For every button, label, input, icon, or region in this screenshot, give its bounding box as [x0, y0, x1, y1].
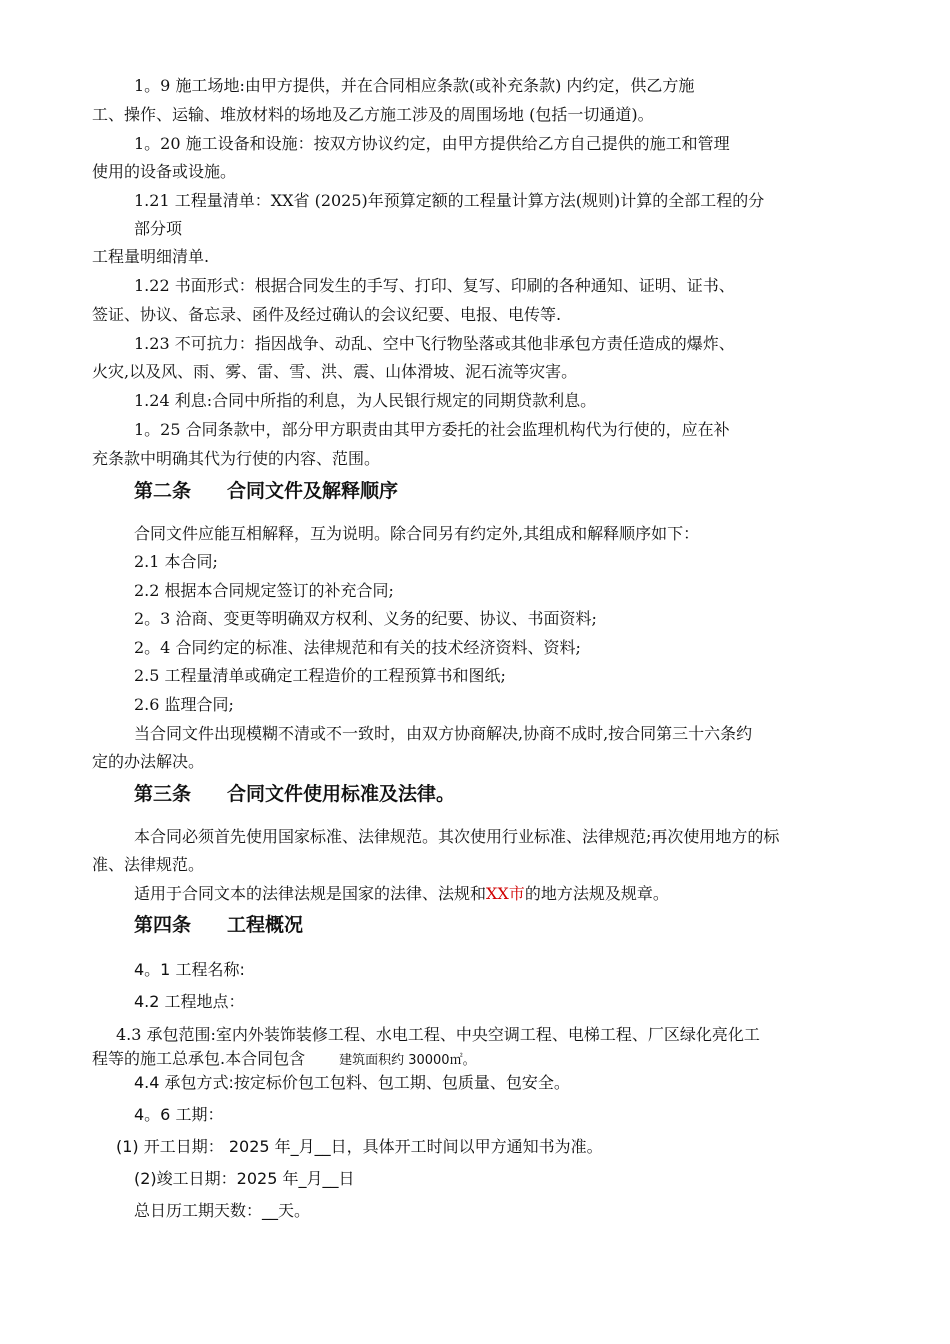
contract-mode-line: 4.4 承包方式:按定标价包工包料、包工期、包质量、包安全。	[134, 1073, 570, 1092]
clause-1-21-line3: 工程量明细清单.	[92, 247, 210, 266]
clause-1-25-line1: 1。25 合同条款中，部分甲方职责由其甲方委托的社会监理机构代为行使的，应在补	[134, 420, 730, 439]
clause-1-22-line1: 1.22 书面形式：根据合同发生的手写、打印、复写、印刷的各种通知、证明、证书、	[134, 276, 735, 295]
article-2-item: 2。3 洽商、变更等明确双方权利、义务的纪要、协议、书面资料;	[134, 609, 597, 628]
article-3-para2-text: 适用于合同文本的法律法规是国家的法律、法规和	[134, 884, 487, 903]
article-3-para2-tail: 的地方法规及规章。	[524, 884, 669, 903]
clause-1-21-line1: 1.21 工程量清单：XX省 (2025)年预算定额的工程量计算方法(规则)计算的全部工程的分	[134, 191, 765, 210]
start-date-line: (1) 开工日期： 2025 年_月__日，具体开工时间以甲方通知书为准。	[116, 1137, 603, 1156]
article-3-para1-line2: 准、法律规范。	[92, 855, 205, 874]
duration-heading: 4。6 工期：	[134, 1105, 224, 1124]
article-3-para2	[134, 882, 669, 906]
article-2-item: 2.6 监理合同;	[134, 695, 234, 714]
clause-1-23-line2: 火灾,以及风、雨、雾、雷、雪、洪、震、山体滑坡、泥石流等灾害。	[92, 362, 578, 381]
city-placeholder: XX市	[486, 884, 525, 903]
article-2-heading	[134, 477, 398, 505]
completion-date-line: (2)竣工日期：2025 年_月__日	[134, 1169, 355, 1188]
article-2-item: 2.2 根据本合同规定签订的补充合同;	[134, 581, 394, 600]
article-2-closing-line1: 当合同文件出现模糊不清或不一致时，由双方协商解决,协商不成时,按合同第三十六条约	[134, 724, 753, 743]
contract-scope-text: 程等的施工总承包.本合同包含	[92, 1049, 306, 1068]
project-name-line: 4。1 工程名称:	[134, 960, 245, 979]
clause-1-20-line2: 使用的设备或设施。	[92, 162, 237, 181]
article-4-title: 工程概况	[227, 914, 304, 936]
article-2-item: 2.5 工程量清单或确定工程造价的工程预算书和图纸;	[134, 666, 506, 685]
article-2-number: 第二条	[134, 480, 192, 502]
article-3-heading	[134, 780, 455, 808]
article-3-title: 合同文件使用标准及法律。	[227, 783, 456, 805]
clause-1-23-line1: 1.23 不可抗力：指因战争、动乱、空中飞行物坠落或其他非承包方责任造成的爆炸、	[134, 334, 735, 353]
article-4-number: 第四条	[134, 914, 192, 936]
clause-1-20-line1: 1。20 施工设备和设施：按双方协议约定，由甲方提供给乙方自己提供的施工和管理	[134, 134, 730, 153]
article-3-para1-line1: 本合同必须首先使用国家标准、法律规范。其次使用行业标准、法律规范;再次使用地方的标	[134, 827, 780, 846]
article-2-closing-line2: 定的办法解决。	[92, 752, 205, 771]
article-2-item: 2.1 本合同;	[134, 552, 218, 571]
contract-scope-line2	[92, 1047, 476, 1073]
project-location-line: 4.2 工程地点：	[134, 992, 245, 1011]
article-2-item: 2。4 合同约定的标准、法律规范和有关的技术经济资料、资料;	[134, 638, 581, 657]
article-3-number: 第三条	[134, 783, 192, 805]
clause-1-24-line1: 1.24 利息:合同中所指的利息，为人民银行规定的同期贷款利息。	[134, 391, 597, 410]
clause-1-25-line2: 充条款中明确其代为行使的内容、范围。	[92, 449, 381, 468]
clause-1-9-line1: 1。9 施工场地:由甲方提供，并在合同相应条款(或补充条款) 内约定，供乙方施	[134, 76, 695, 95]
clause-1-21-line2: 部分项	[134, 219, 183, 238]
clause-1-22-line2: 签证、协议、备忘录、函件及经过确认的会议纪要、电报、电传等.	[92, 305, 562, 324]
article-2-title: 合同文件及解释顺序	[227, 480, 399, 502]
article-4-heading	[134, 911, 303, 939]
contract-scope-line1: 4.3 承包范围:室内外装饰装修工程、水电工程、中央空调工程、电梯工程、厂区绿化亮化工	[116, 1025, 760, 1044]
total-days-line: 总日历工期天数：__天。	[134, 1201, 311, 1220]
article-2-intro: 合同文件应能互相解释，互为说明。除合同另有约定外,其组成和解释顺序如下：	[134, 524, 700, 543]
clause-1-9-line2: 工、操作、运输、堆放材料的场地及乙方施工涉及的周围场地 (包括一切通道)。	[92, 105, 654, 124]
building-area-text: 建筑面积约 30000㎡。	[339, 1053, 476, 1068]
